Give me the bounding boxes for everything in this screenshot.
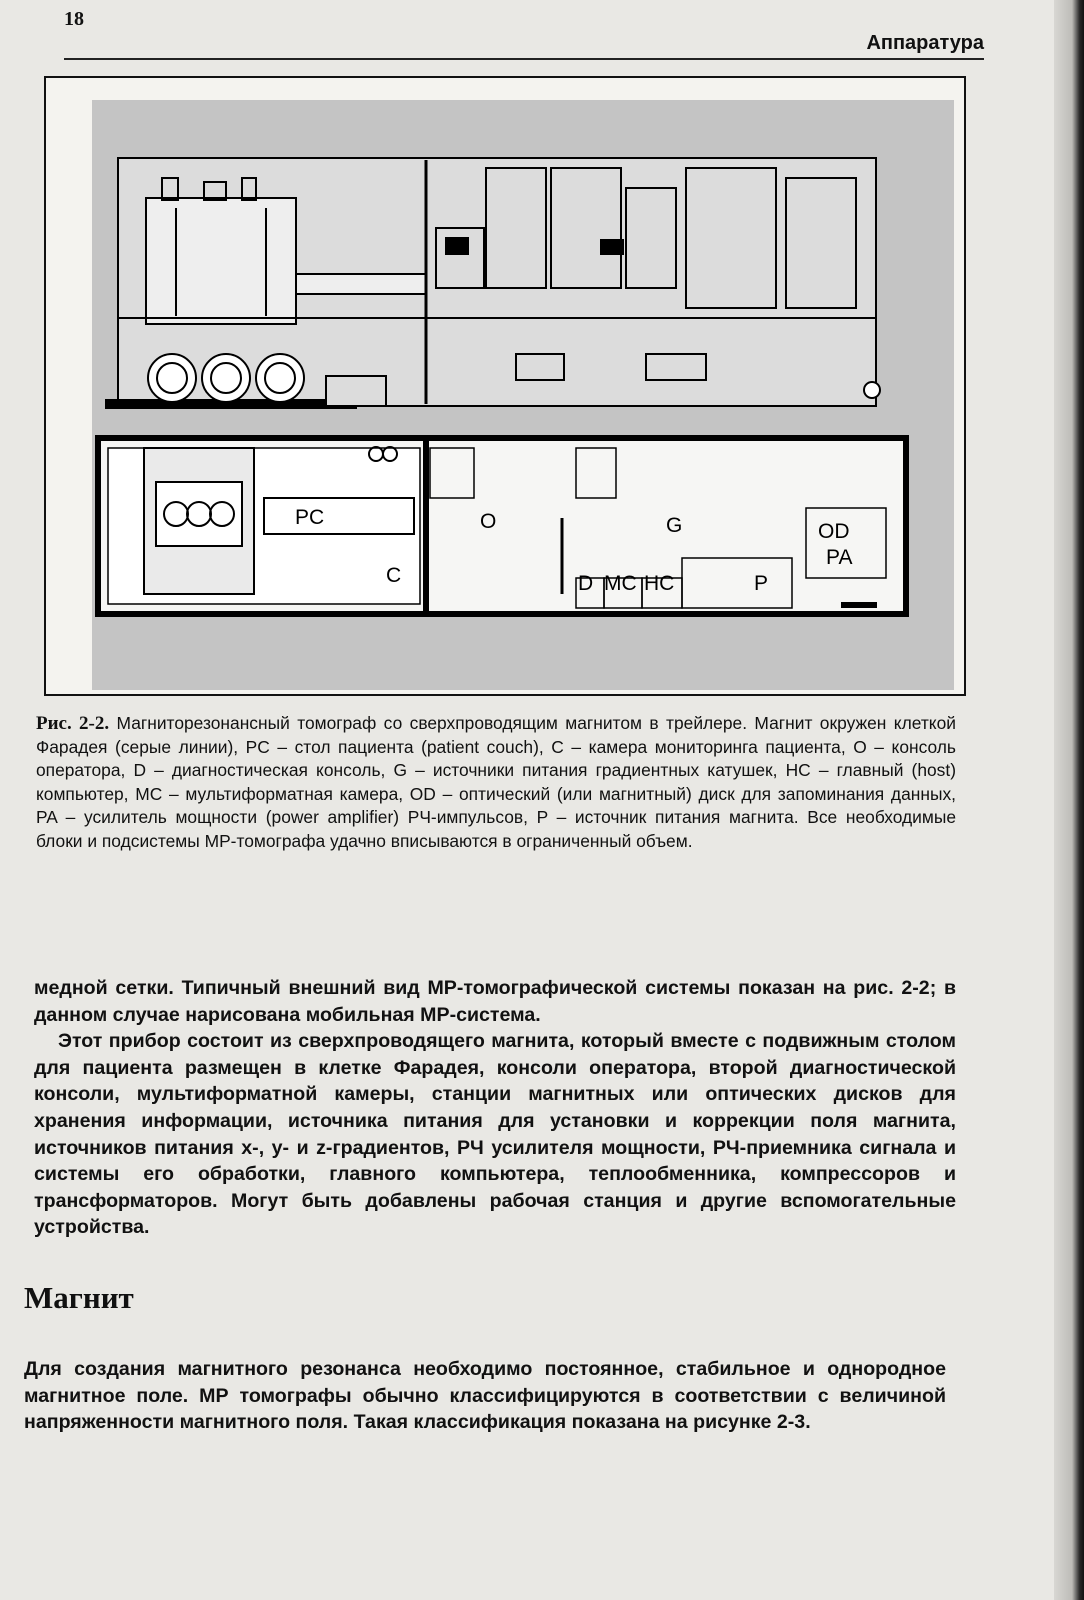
trailer-side-view xyxy=(106,158,880,408)
body-text xyxy=(34,975,956,1241)
label-hc: HC xyxy=(644,572,675,595)
caption-figure-number: Рис. 2-2. xyxy=(36,713,110,734)
door-step xyxy=(841,602,877,608)
section-paragraph: Для создания магнитного резонанса необходимо постоянное, стабильное и однородное магнитное поле. МР томографы обычно классифицируются в соответствии с величиной напряженности магнитного поля. Такая классификация показана на рисунке 2-3. xyxy=(24,1358,946,1434)
label-o: O xyxy=(480,510,497,533)
label-mc: MC xyxy=(604,572,637,595)
couch-side xyxy=(296,274,426,294)
mri-trailer-drawing xyxy=(46,78,964,694)
label-p: P xyxy=(754,572,769,595)
wheel-2 xyxy=(202,354,250,402)
paragraph-1: медной сетки. Типичный внешний вид МР-томографической системы показан на рис. 2-2; в данном случае нарисована мобильная МР-система. xyxy=(34,977,956,1026)
figure-2-2 xyxy=(44,76,966,696)
magnet-side xyxy=(146,198,296,324)
label-d: D xyxy=(578,572,594,595)
magnet-bore-block xyxy=(156,482,242,546)
console-screen xyxy=(446,238,468,254)
wheel-3 xyxy=(256,354,304,402)
trailer-plan-view xyxy=(98,438,906,614)
page-number: 18 xyxy=(64,8,84,30)
wheel-1 xyxy=(148,354,196,402)
caption-text: Магниторезонансный томограф со сверхпроводящим магнитом в трейлере. Магнит окружен клеткой Фарадея (серые линии), PC – стол пациента (patient couch), C – камера мониторинга пациента, O – консоль оператора, D – диагностическая консоль, G – источники питания градиентных катушек, HC – главный (host) компьютер, MC – мультиформатная камера, OD – оптический (или магнитный) диск для запоминания данных, PA – усилитель мощности (power amplifier) РЧ-импульсов, P – источник питания магнита. Все необходимые блоки и подсистемы МР-томографа удачно вписываются в ограниченный объем. xyxy=(36,713,956,851)
figure-caption xyxy=(36,712,956,854)
label-g: G xyxy=(666,514,683,537)
label-c: C xyxy=(386,564,402,587)
page-header xyxy=(64,2,984,56)
paragraph-2: Этот прибор состоит из сверхпроводящего магнита, который вместе с подвижным столом для пациента размещен в клетке Фарадея, консоли оператора, второй диагностической консоли, мультиформатной камеры, станции магнитных или оптических дисков для хранения информации, источника питания для установки и коррекции поля магнита, источников питания x-, y- и z-градиентов, РЧ усилителя мощности, РЧ-приемника сигнала и системы его обработки, главного компьютера, теплообменника, компрессоров и трансформаторов. Могут быть добавлены рабочая станция и другие вспомогательные устройства. xyxy=(34,1030,956,1239)
console-screen-2 xyxy=(601,240,623,254)
label-od: OD xyxy=(818,520,850,543)
label-pa: PA xyxy=(826,546,853,569)
label-pc: PC xyxy=(295,506,325,529)
header-rule xyxy=(64,58,984,60)
landing-gear-foot xyxy=(864,382,880,398)
running-title: Аппаратура xyxy=(866,32,984,54)
section-heading: Магнит xyxy=(24,1280,134,1315)
patient-couch xyxy=(264,498,414,534)
rear-bumper xyxy=(326,376,386,406)
page-edge-shadow xyxy=(1054,0,1084,1600)
